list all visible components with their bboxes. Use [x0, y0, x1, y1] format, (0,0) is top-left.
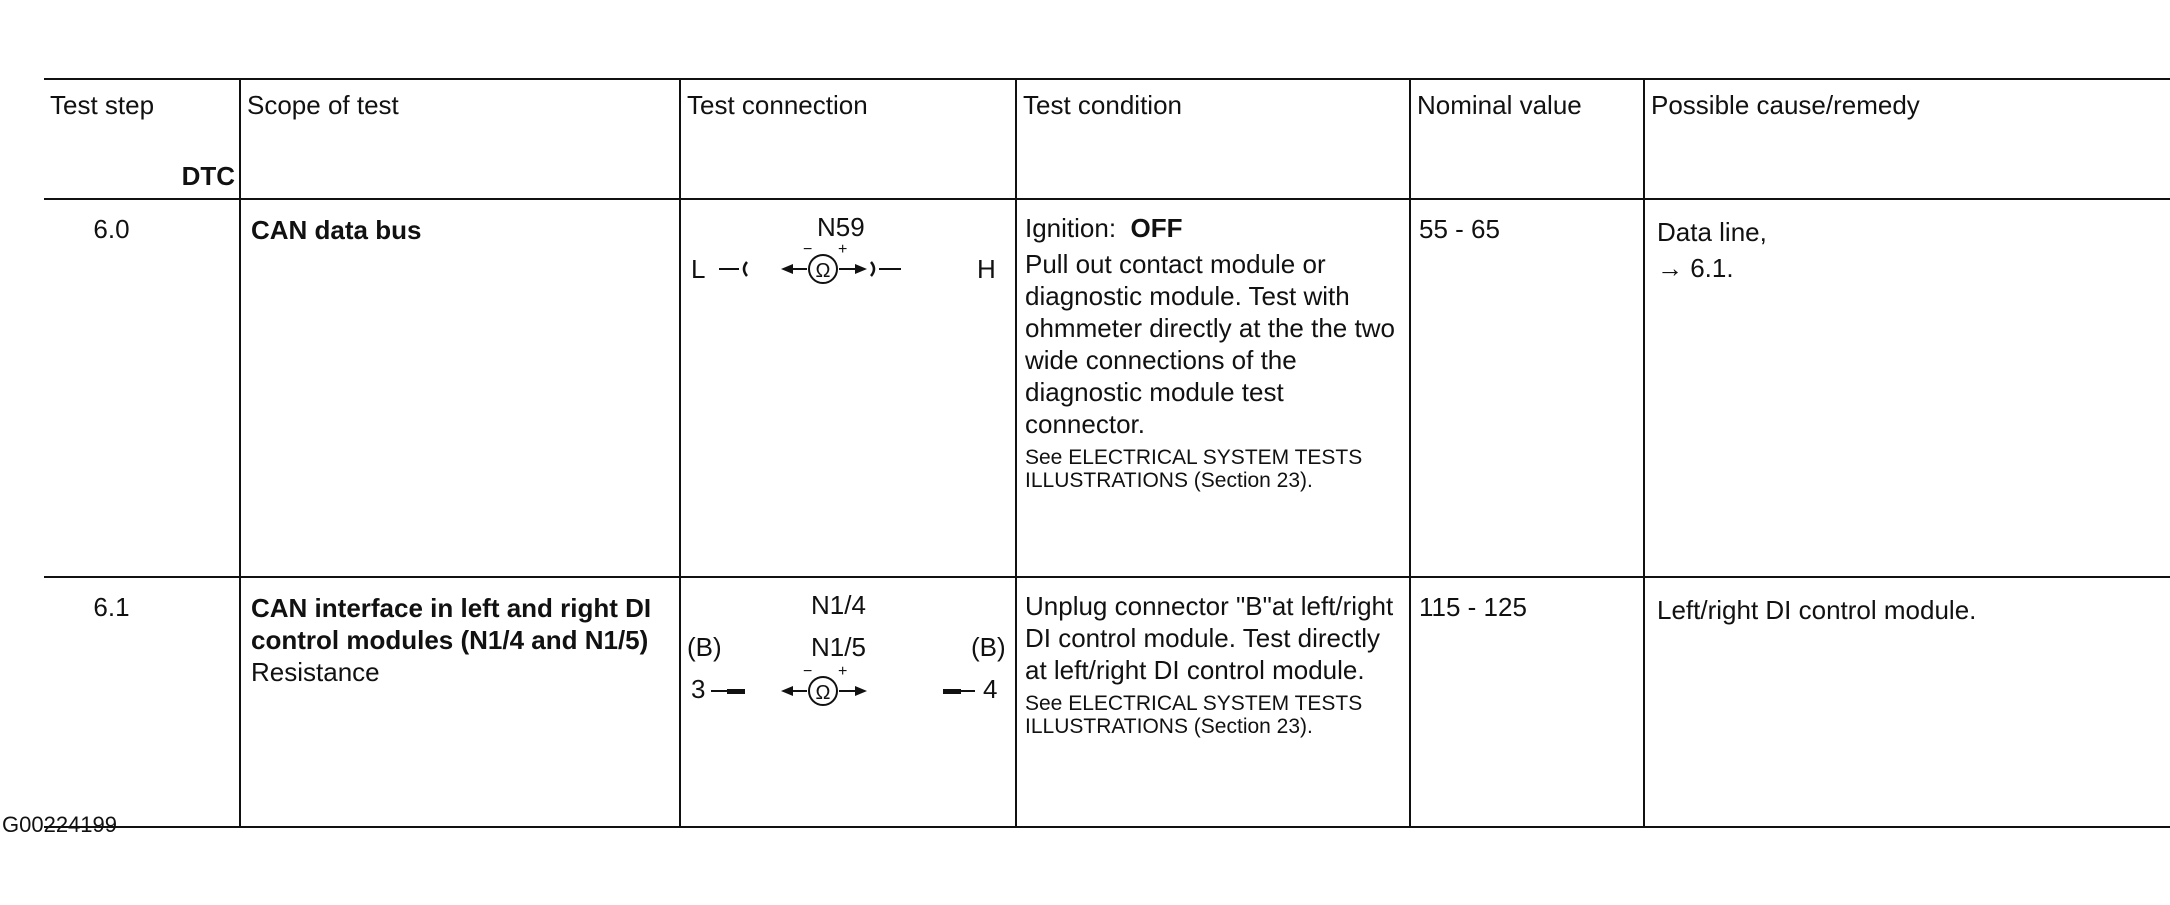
condition-reference: See ELECTRICAL SYSTEM TESTS ILLUSTRATIONS (Section 23). — [1025, 692, 1363, 738]
connector-name: N59 — [817, 212, 865, 242]
condition-cell — [1016, 199, 1410, 577]
ohm-symbol: Ω — [815, 682, 831, 704]
pin-left-label: 3 — [691, 674, 706, 704]
table-header-row — [44, 79, 2170, 199]
scope-cell — [240, 577, 680, 827]
svg-text:+: + — [838, 241, 848, 258]
cause-text: Left/right DI control module. — [1657, 595, 1977, 625]
svg-text:−: − — [803, 663, 813, 680]
ohmmeter-diagram — [681, 240, 1017, 300]
connector-tag-right: (B) — [971, 632, 1006, 662]
nominal-cell — [1410, 577, 1644, 827]
table-row — [44, 199, 2170, 577]
svg-text:+: + — [838, 663, 848, 680]
connector-tag-left: (B) — [687, 632, 722, 662]
ignition-state: OFF — [1130, 213, 1183, 243]
ignition-line: Ignition: OFF — [1025, 213, 1183, 243]
condition-reference: See ELECTRICAL SYSTEM TESTS ILLUSTRATIONS (Section 23). — [1025, 446, 1363, 492]
nominal-value: 115 - 125 — [1419, 592, 1527, 622]
pin-left-label: L — [691, 254, 706, 284]
scope-title: CAN data bus — [251, 215, 422, 245]
scope-cell — [240, 199, 680, 577]
svg-text:−: − — [803, 241, 813, 258]
header-dtc: DTC — [181, 161, 235, 191]
cause-cell — [1644, 199, 2170, 577]
nominal-cell — [1410, 199, 1644, 577]
table-row — [44, 577, 2170, 827]
step-cell — [44, 199, 240, 577]
step-cell — [44, 577, 240, 827]
cause-cell — [1644, 577, 2170, 827]
header-test-step: Test step DTC — [44, 79, 240, 199]
condition-cell — [1016, 577, 1410, 827]
ohmmeter-diagram — [681, 662, 1017, 722]
condition-text: Unplug connector "B"at left/right DI control module. Test directly at left/right DI control module. — [1025, 591, 1394, 685]
pin-right-label: 4 — [983, 674, 998, 704]
header-connection: Test connection — [680, 79, 1016, 199]
pin-right-label: H — [977, 254, 996, 284]
nominal-value: 55 - 65 — [1419, 214, 1500, 244]
step-number: 6.0 — [93, 214, 130, 244]
header-nominal: Nominal value — [1410, 79, 1644, 199]
step-number: 6.1 — [93, 592, 130, 622]
cause-text: Data line, — [1657, 217, 1767, 247]
ohm-symbol: Ω — [815, 260, 831, 282]
connection-cell — [680, 199, 1016, 577]
connector-name-top: N1/4 — [811, 590, 866, 620]
condition-text: Pull out contact module or diagnostic module. Test with ohmmeter directly at the the two wide connections of the diagnostic module test connector. — [1025, 249, 1395, 439]
header-condition: Test condition — [1016, 79, 1410, 199]
scope-subtitle: Resistance — [251, 657, 380, 687]
scope-title: CAN interface in left and right DI control modules (N1/4 and N1/5) — [251, 593, 652, 655]
figure-code: G00224199 — [2, 812, 117, 837]
header-scope: Scope of test — [240, 79, 680, 199]
cause-reference: → 6.1. — [1657, 253, 1734, 283]
connector-name-mid: N1/5 — [811, 632, 866, 662]
header-cause: Possible cause/remedy — [1644, 79, 2170, 199]
test-table — [44, 78, 2170, 828]
connection-cell — [680, 577, 1016, 827]
